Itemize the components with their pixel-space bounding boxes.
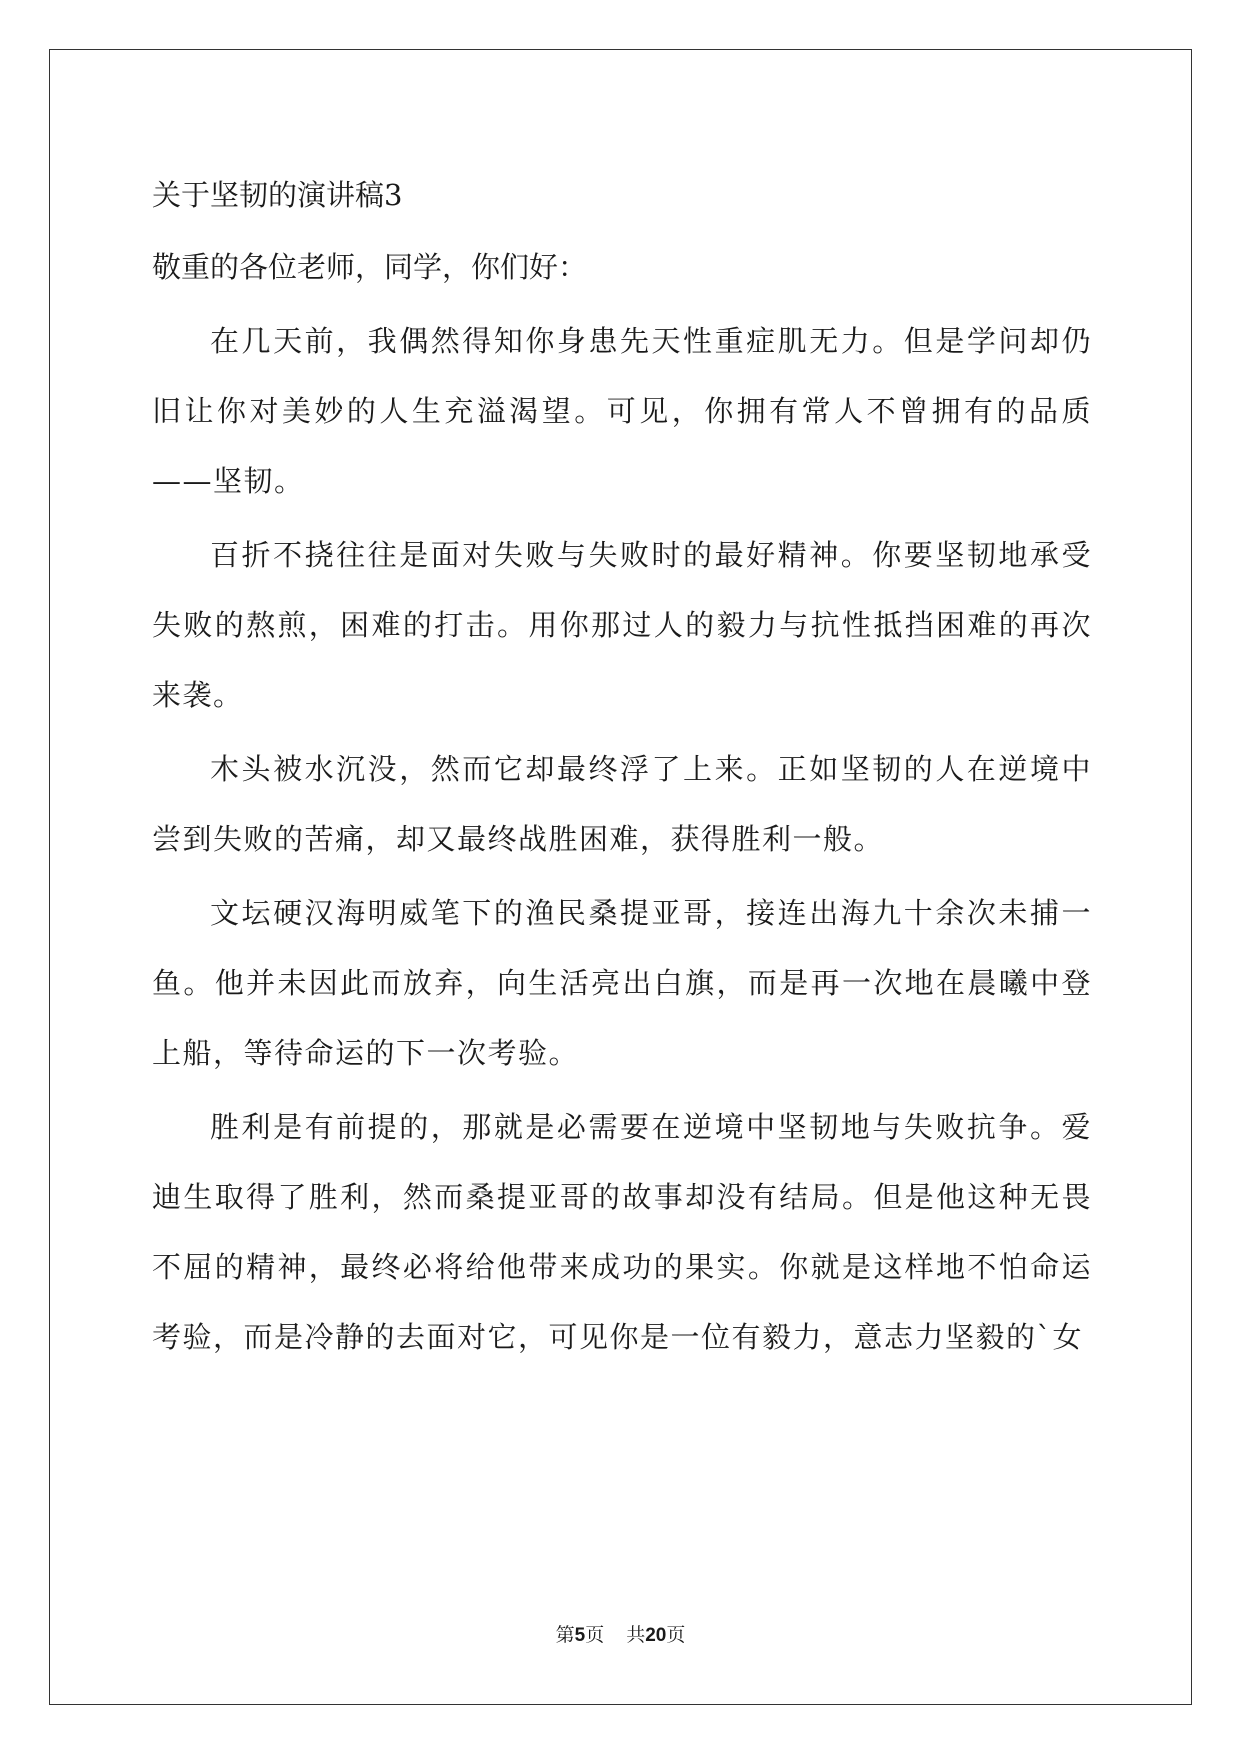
total-pages: 20 (645, 1625, 667, 1646)
paragraph-1: 在几天前，我偶然得知你身患先天性重症肌无力。但是学问却仍旧让你对美妙的人生充溢渴望。可见，你拥有常人不曾拥有的品质——坚韧。 (152, 324, 1092, 498)
greeting: 敬重的各位老师，同学，你们好： (152, 250, 588, 284)
paragraph-4: 文坛硬汉海明威笔下的渔民桑提亚哥，接连出海九十余次未捕一鱼。他并未因此而放弃，向生活亮出白旗，而是再一次地在晨曦中登上船，等待命运的下一次考验。 (152, 896, 1092, 1070)
page-number: 5 (574, 1625, 586, 1646)
total-label-prefix: 共 (626, 1624, 646, 1646)
total-label-suffix: 页 (666, 1624, 686, 1646)
page-label-suffix: 页 (585, 1624, 605, 1646)
paragraph-5: 胜利是有前提的，那就是必需要在逆境中坚韧地与失败抗争。爱迪生取得了胜利，然而桑提亚哥的故事却没有结局。但是他这种无畏不屈的精神，最终必将给他带来成功的果实。你就是这样地不怕命运考验，而是冷静的去面对它，可见你是一位有毅力，意志力坚毅的`女 (152, 1110, 1092, 1354)
document-title: 关于坚韧的演讲稿3 (152, 178, 403, 212)
page-footer (0, 1620, 1241, 1647)
paragraph-2: 百折不挠往往是面对失败与失败时的最好精神。你要坚韧地承受失败的熬煎，困难的打击。用你那过人的毅力与抗性抵挡困难的再次来袭。 (152, 538, 1092, 712)
paragraph-3: 木头被水沉没，然而它却最终浮了上来。正如坚韧的人在逆境中尝到失败的苦痛，却又最终战胜困难，获得胜利一般。 (152, 752, 1092, 856)
page-label-prefix: 第 (555, 1624, 575, 1646)
document-body (152, 160, 1092, 1372)
